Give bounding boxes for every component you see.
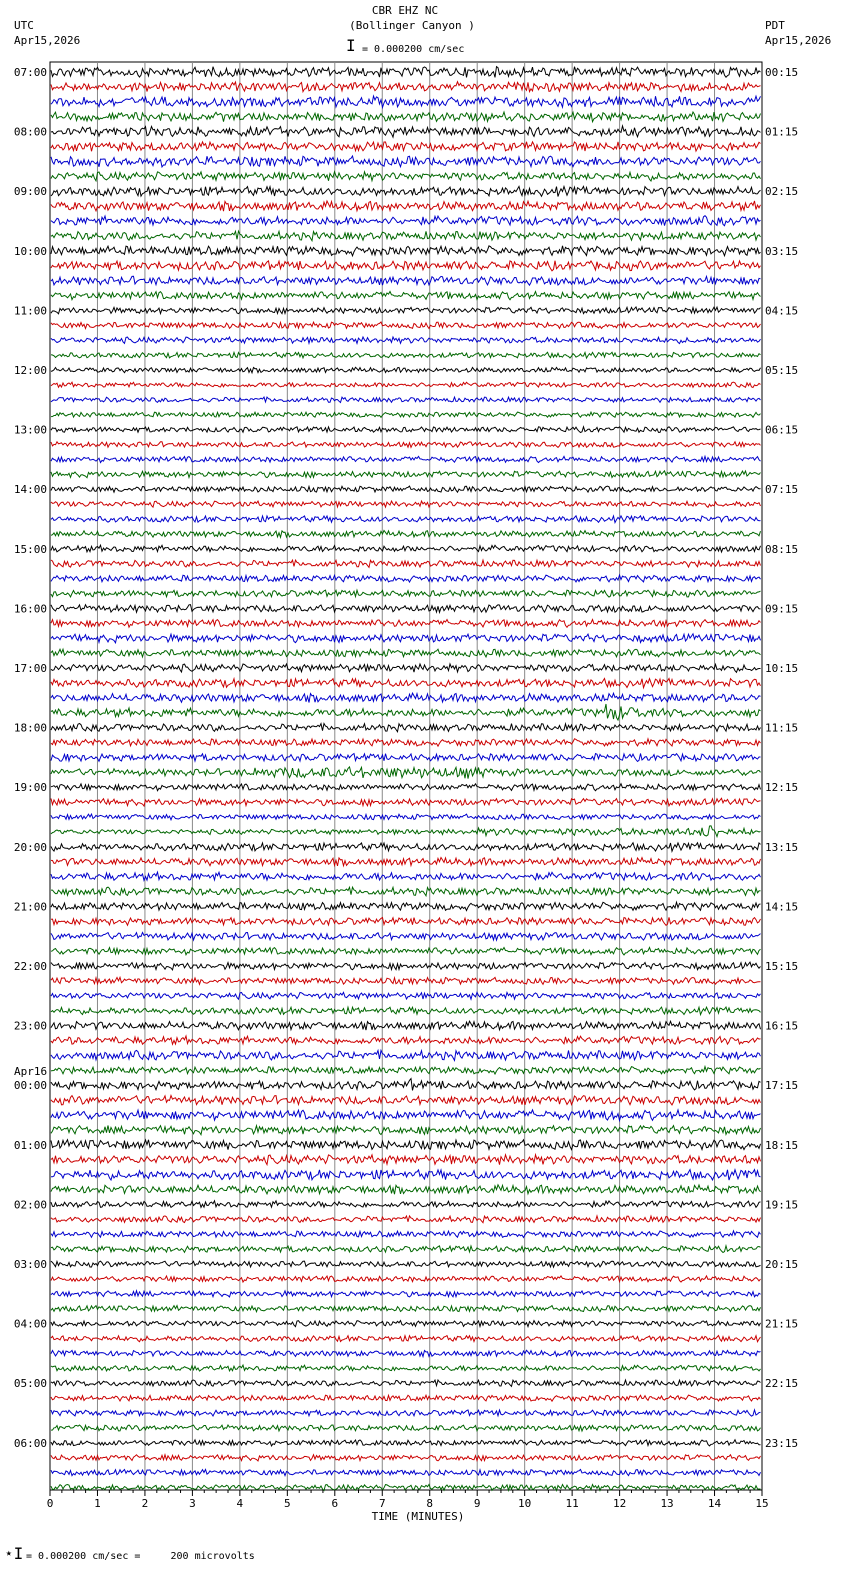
trace-line [51,1231,761,1238]
right-hour-label: 22:15 [765,1377,799,1391]
trace-line [51,704,761,720]
trace-line [51,1036,761,1044]
trace-line [51,858,761,866]
trace-line [51,292,761,300]
right-hour-label: 16:15 [765,1019,799,1033]
trace-line [51,246,761,256]
left-hour-label: 08:00 [13,125,47,139]
right-hour-label: 04:15 [765,304,799,318]
trace-line [51,1155,761,1165]
trace-line [51,1096,761,1105]
trace-line [51,1067,761,1074]
trace-line [51,67,761,78]
trace-line [51,843,761,851]
trace-line [51,826,761,837]
right-hour-label: 10:15 [765,662,799,675]
right-hour-label: 15:15 [765,960,799,973]
trace-line [51,1246,761,1253]
right-hour-label: 18:15 [765,1138,799,1152]
scale-label: = 0.000200 cm/sec [362,44,465,55]
trace-line [51,1021,761,1030]
left-hour-label: 04:00 [13,1317,47,1331]
x-tick-label: 4 [236,1497,244,1510]
trace-line [51,605,761,613]
trace-line [51,201,761,211]
x-tick-label: 6 [331,1497,339,1510]
trace-line [51,1170,761,1181]
trace-line [51,382,761,387]
left-hour-label: 16:00 [13,602,47,616]
left-hour-label: 21:00 [13,900,47,914]
left-hour-label: 05:00 [13,1377,47,1391]
trace-line [51,531,761,538]
trace-line [51,575,761,582]
x-tick-label: 9 [473,1497,481,1510]
trace-line [51,456,761,462]
trace-line [51,1365,761,1371]
footer-scale-label: = 0.000200 cm/sec = 200 microvolts [26,1551,255,1562]
right-date: Apr15,2026 [765,34,832,47]
left-timezone: UTC [14,19,34,32]
left-hour-label: 09:00 [13,185,47,199]
trace-line [51,1440,761,1446]
left-hour-label: 12:00 [13,364,47,377]
left-hour-label: 17:00 [13,662,47,675]
left-hour-label: 03:00 [13,1258,47,1271]
trace-line [51,442,761,448]
trace-line [51,1321,761,1327]
right-hour-label: 19:15 [765,1198,799,1212]
trace-line [51,560,761,567]
trace-line [51,1276,761,1282]
right-hour-label: 05:15 [765,364,799,377]
left-hour-label: 06:00 [13,1436,47,1450]
trace-line [51,1110,761,1121]
trace-line [51,798,761,806]
trace-line [51,1126,761,1135]
x-tick-label: 3 [189,1497,196,1510]
trace-line [51,1395,761,1401]
left-date: Apr15,2026 [14,34,81,47]
right-hour-label: 01:15 [765,125,799,139]
right-hour-label: 11:15 [765,721,799,735]
x-tick-label: 15 [755,1497,769,1510]
date-change-label: Apr16 [14,1065,48,1079]
x-tick-label: 10 [518,1497,532,1510]
trace-line [51,977,761,984]
trace-line [51,231,761,241]
trace-line [51,367,761,372]
left-hour-label: 19:00 [13,781,47,795]
trace-line [51,724,761,732]
x-tick-label: 2 [141,1497,149,1510]
trace-line [51,739,761,746]
left-hour-label: 01:00 [13,1138,47,1152]
trace-line [51,156,761,167]
right-hour-label: 03:15 [765,244,799,258]
trace-line [51,1455,761,1461]
right-hour-label: 00:15 [765,66,799,79]
footer-scale-icon: ⋆I [4,1544,24,1563]
left-hour-label: 22:00 [13,960,47,973]
trace-line [51,1079,761,1091]
trace-line [51,337,761,344]
x-tick-label: 0 [46,1497,54,1510]
trace-line [51,872,761,880]
right-hour-label: 06:15 [765,423,799,437]
trace-line [51,126,761,137]
trace-line [51,112,761,122]
trace-line [51,814,761,820]
x-tick-label: 14 [707,1497,722,1510]
trace-line [51,1007,761,1015]
x-tick-label: 7 [378,1497,386,1510]
trace-line [51,186,761,196]
trace-line [51,634,761,643]
left-hour-label: 14:00 [13,483,47,497]
trace-line [51,754,761,762]
trace-line [51,933,761,941]
trace-line [51,1350,761,1356]
trace-line [51,486,761,492]
x-tick-label: 1 [94,1497,101,1510]
right-timezone: PDT [765,19,785,32]
x-tick-label: 8 [426,1497,434,1510]
right-hour-label: 23:15 [765,1436,799,1450]
trace-line [51,784,761,791]
trace-line [51,172,761,181]
trace-line [51,1380,761,1386]
left-hour-label: 02:00 [13,1198,47,1212]
trace-line [51,590,761,597]
trace-line [51,1470,761,1476]
right-hour-label: 08:15 [765,542,799,556]
x-tick-label: 13 [660,1497,674,1510]
x-tick-label: 12 [612,1497,627,1510]
left-hour-label: 10:00 [13,244,47,258]
trace-line [51,1216,761,1223]
left-hour-label: 11:00 [13,304,47,318]
trace-line [51,1425,761,1431]
trace-line [51,1306,761,1312]
left-hour-label: 00:00 [13,1079,47,1093]
trace-line [51,427,761,433]
trace-line [51,1140,761,1150]
trace-line [51,992,761,999]
trace-line [51,1201,761,1208]
trace-line [51,322,761,329]
trace-line [51,767,761,779]
trace-line [51,679,761,688]
trace-line [51,397,761,402]
x-tick-label: 11 [565,1497,579,1510]
trace-line [51,516,761,523]
right-hour-label: 12:15 [765,781,799,795]
right-hour-label: 20:15 [765,1258,799,1271]
right-hour-label: 09:15 [765,602,799,616]
x-axis-label: TIME (MINUTES) [371,1510,465,1523]
trace-line [51,1410,761,1416]
trace-line [51,1050,761,1060]
trace-line [51,1261,761,1267]
x-tick-label: 5 [284,1497,291,1510]
trace-line [51,545,761,552]
left-hour-label: 20:00 [13,840,47,854]
right-hour-label: 17:15 [765,1079,799,1093]
left-hour-label: 18:00 [13,721,47,735]
trace-line [51,917,761,925]
left-hour-label: 23:00 [13,1019,47,1033]
plot-frame [50,62,762,1490]
trace-line [51,352,761,358]
left-hour-label: 13:00 [13,423,47,437]
right-hour-label: 13:15 [765,840,799,854]
trace-line [51,501,761,507]
trace-line [51,649,761,657]
trace-line [51,216,761,226]
station-location: (Bollinger Canyon ) [349,19,475,32]
left-hour-label: 07:00 [13,66,47,79]
trace-line [51,948,761,955]
trace-line [51,261,761,271]
trace-line [51,142,761,152]
trace-line [51,276,761,285]
trace-line [51,1185,761,1194]
trace-line [51,902,761,910]
trace-line [51,693,761,702]
trace-line [51,620,761,628]
trace-line [51,96,761,107]
scale-bar-icon: I [346,36,356,55]
station-title: CBR EHZ NC [371,4,439,17]
trace-line [51,82,761,92]
right-hour-label: 02:15 [765,185,799,199]
trace-line [51,307,761,314]
trace-line [51,962,761,970]
left-hour-label: 15:00 [13,542,47,556]
right-hour-label: 14:15 [765,900,799,914]
right-hour-label: 07:15 [765,483,799,497]
trace-line [51,412,761,417]
trace-line [51,1336,761,1342]
trace-line [51,887,761,896]
right-hour-label: 21:15 [765,1317,799,1331]
trace-line [51,664,761,672]
trace-line [51,1291,761,1297]
trace-line [51,471,761,478]
